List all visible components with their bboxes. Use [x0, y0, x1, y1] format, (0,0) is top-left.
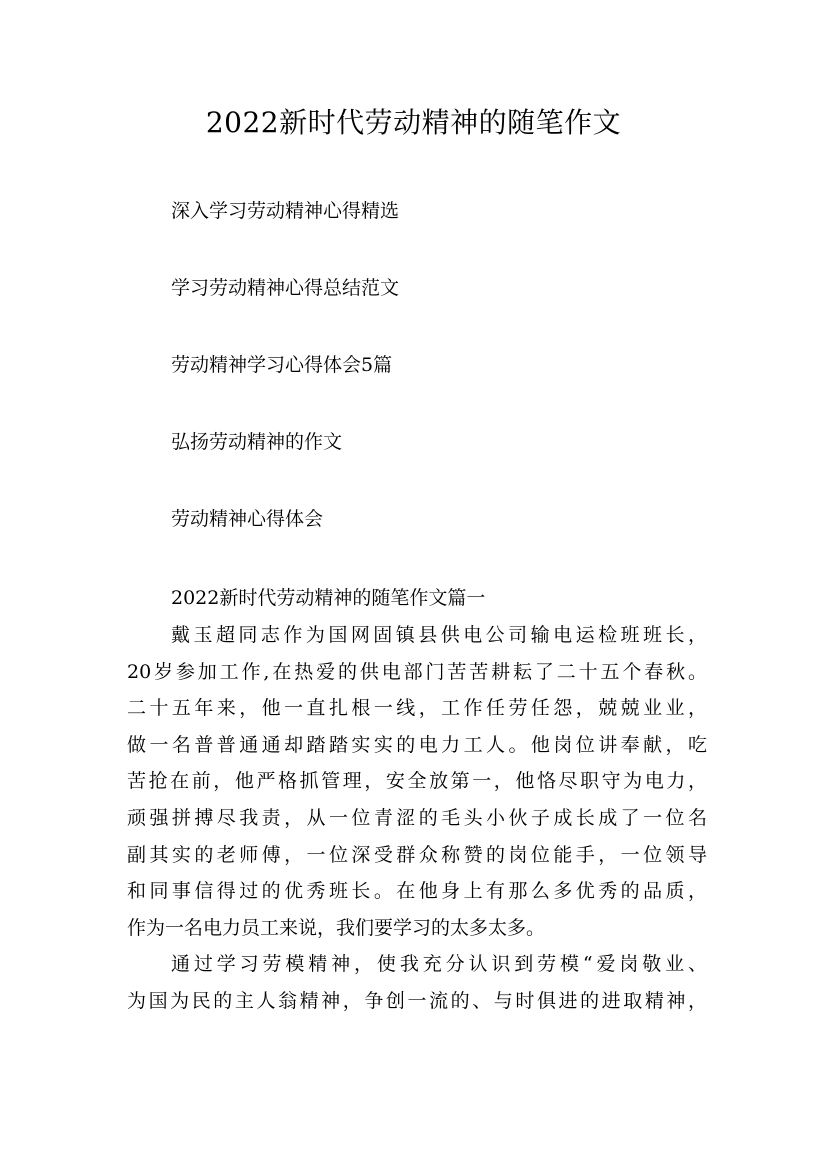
section-heading: 2022新时代劳动精神的随笔作文篇一: [171, 587, 486, 609]
paragraph-line: 通过学习劳模精神，使我充分认识到劳模“爱岗敬业、: [171, 953, 707, 976]
paragraph-line: 做一名普普通通却踏踏实实的电力工人。他岗位讲奉献，吃: [127, 733, 707, 756]
paragraph-line: 20岁参加工作,在热爱的供电部门苦苦耕耘了二十五个春秋。: [127, 660, 707, 683]
document-title: 2022新时代劳动精神的随笔作文: [205, 106, 622, 139]
body-text: [127, 621, 707, 1024]
paragraph-line: 顽强拼搏尽我责，从一位青涩的毛头小伙子成长成了一位名: [127, 806, 707, 829]
paragraph-line: 副其实的老师傅，一位深受群众称赞的岗位能手，一位领导: [127, 843, 707, 866]
toc-item: 学习劳动精神心得总结范文: [171, 277, 400, 299]
toc-item: 劳动精神心得体会: [171, 508, 324, 530]
toc-item: 深入学习劳动精神心得精选: [171, 200, 400, 222]
paragraph-line: 和同事信得过的优秀班长。在他身上有那么多优秀的品质，: [127, 880, 707, 903]
table-of-contents: [171, 196, 399, 581]
paragraph-line: 作为一名电力员工来说，我们要学习的太多太多。: [127, 916, 546, 939]
paragraph-line: 二十五年来，他一直扎根一线，工作任劳任怨，兢兢业业，: [127, 697, 707, 720]
toc-item: 劳动精神学习心得体会5篇: [171, 354, 393, 376]
paragraph-line: 苦抢在前，他严格抓管理，安全放第一，他恪尽职守为电力，: [127, 770, 707, 793]
toc-item: 弘扬劳动精神的作文: [171, 431, 343, 453]
paragraph-line: 为国为民的主人翁精神，争创一流的、与时俱进的进取精神，: [127, 989, 707, 1012]
paragraph-line: 戴玉超同志作为国网固镇县供电公司输电运检班班长，: [171, 624, 707, 646]
